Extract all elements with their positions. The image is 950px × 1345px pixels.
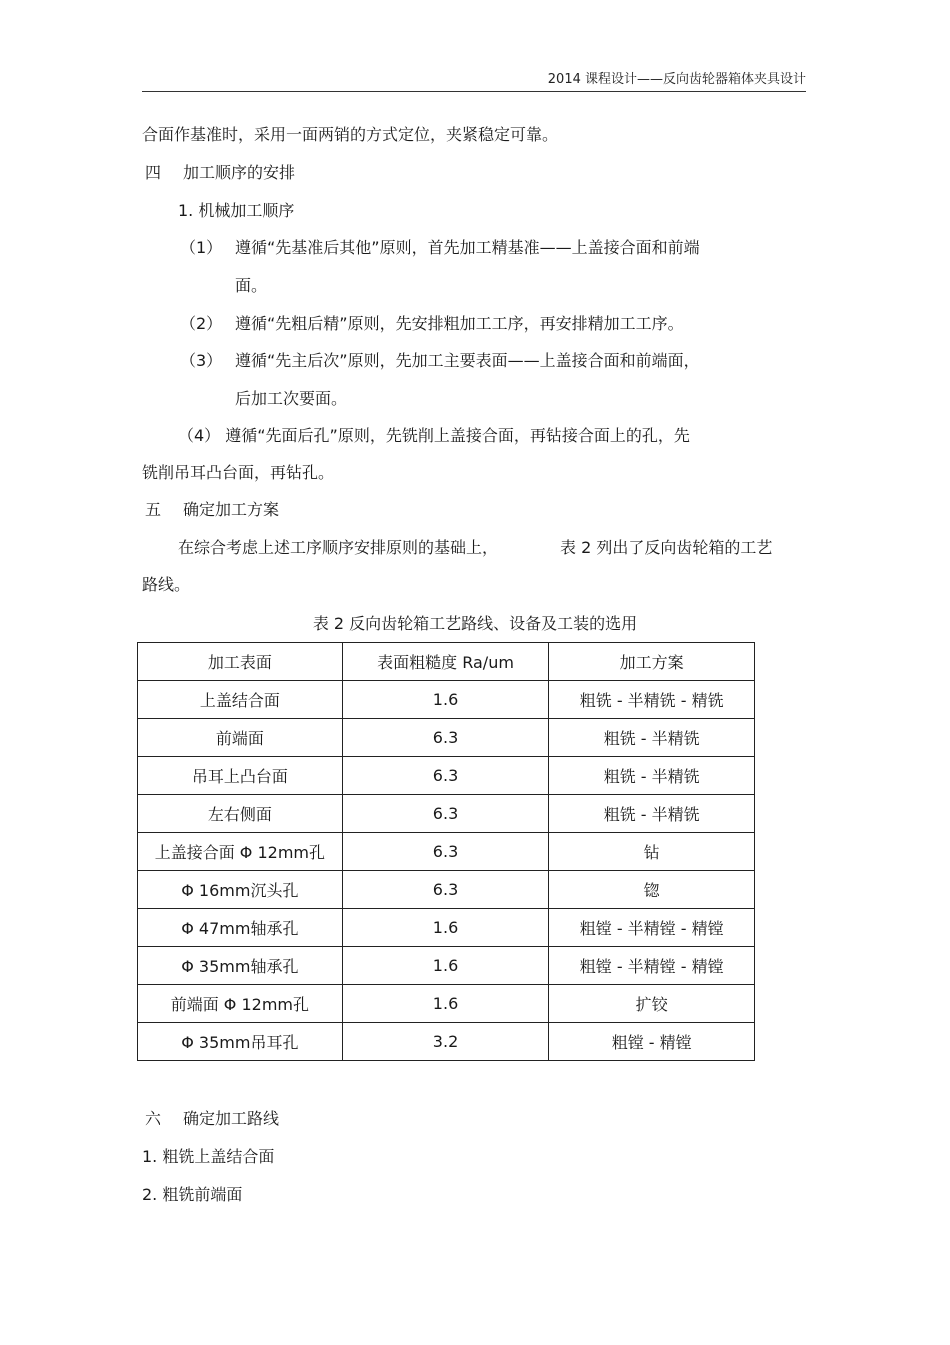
item-4-line-2: 铣削吊耳凸台面，再钻孔。 [142, 463, 335, 482]
cell-roughness: 6.3 [342, 871, 549, 909]
cell-scheme: 钻 [549, 833, 755, 871]
item-2-number: （2） [180, 314, 223, 333]
cell-scheme: 粗铣 - 半精铣 - 精铣 [549, 681, 755, 719]
cell-scheme: 粗铣 - 半精铣 [549, 795, 755, 833]
cell-roughness: 1.6 [342, 681, 549, 719]
table-row [138, 871, 755, 909]
item-3-line-2: 后加工次要面。 [235, 389, 348, 408]
section-4-number: 四 [145, 163, 162, 182]
cell-surface: Φ 16mm沉头孔 [138, 871, 343, 909]
section-5-title: 确定加工方案 [183, 500, 280, 519]
section-5-paragraph-part-2: 表 2 列出了反向齿轮箱的工艺 [560, 538, 773, 557]
section-5-number: 五 [145, 500, 162, 519]
header-rule [142, 91, 806, 92]
cell-surface: 前端面 [138, 719, 343, 757]
item-2-text: 遵循“先粗后精”原则，先安排粗加工工序，再安排精加工工序。 [235, 314, 684, 333]
table-row [138, 681, 755, 719]
cell-surface: 前端面 Φ 12mm孔 [138, 985, 343, 1023]
table-row [138, 795, 755, 833]
table-caption: 表 2 反向齿轮箱工艺路线、设备及工装的选用 [312, 614, 638, 633]
cell-scheme: 粗镗 - 精镗 [549, 1023, 755, 1061]
header-scheme: 加工方案 [549, 643, 755, 681]
section-6-number: 六 [145, 1109, 162, 1128]
table-row [138, 719, 755, 757]
cell-roughness: 6.3 [342, 757, 549, 795]
route-step-2: 2. 粗铣前端面 [142, 1185, 243, 1204]
item-3-number: （3） [180, 351, 223, 370]
cell-surface: 左右侧面 [138, 795, 343, 833]
subsection-1-title: 1. 机械加工顺序 [178, 201, 295, 220]
section-5-paragraph-part-3: 路线。 [142, 575, 191, 594]
table-row [138, 1023, 755, 1061]
cell-roughness: 1.6 [342, 985, 549, 1023]
page-header: 2014 课程设计——反向齿轮器箱体夹具设计 [547, 72, 806, 87]
cell-surface: Φ 35mm轴承孔 [138, 947, 343, 985]
table-row [138, 757, 755, 795]
cell-surface: 吊耳上凸台面 [138, 757, 343, 795]
paragraph-continuation: 合面作基准时，采用一面两销的方式定位，夹紧稳定可靠。 [142, 125, 559, 144]
cell-scheme: 锪 [549, 871, 755, 909]
item-1-line-2: 面。 [235, 276, 268, 295]
cell-roughness: 6.3 [342, 833, 549, 871]
item-4-line-1: （4） 遵循“先面后孔”原则，先铣削上盖接合面，再钻接合面上的孔，先 [178, 426, 690, 445]
section-5-paragraph-part-1: 在综合考虑上述工序顺序安排原则的基础上， [178, 538, 499, 557]
cell-roughness: 3.2 [342, 1023, 549, 1061]
cell-roughness: 6.3 [342, 719, 549, 757]
cell-scheme: 粗铣 - 半精铣 [549, 757, 755, 795]
cell-surface: 上盖接合面 Φ 12mm孔 [138, 833, 343, 871]
cell-roughness: 1.6 [342, 909, 549, 947]
table-row [138, 947, 755, 985]
cell-surface: Φ 35mm吊耳孔 [138, 1023, 343, 1061]
cell-surface: 上盖结合面 [138, 681, 343, 719]
item-1-number: （1） [180, 238, 223, 257]
table-header-row [138, 643, 755, 681]
item-3-line-1: 遵循“先主后次”原则，先加工主要表面——上盖接合面和前端面， [235, 351, 700, 370]
cell-scheme: 扩铰 [549, 985, 755, 1023]
cell-scheme: 粗镗 - 半精镗 - 精镗 [549, 909, 755, 947]
cell-scheme: 粗铣 - 半精铣 [549, 719, 755, 757]
table-row [138, 985, 755, 1023]
section-4-title: 加工顺序的安排 [183, 163, 296, 182]
table-row [138, 909, 755, 947]
cell-scheme: 粗镗 - 半精镗 - 精镗 [549, 947, 755, 985]
cell-roughness: 1.6 [342, 947, 549, 985]
table-row [138, 833, 755, 871]
cell-surface: Φ 47mm轴承孔 [138, 909, 343, 947]
header-roughness: 表面粗糙度 Ra/um [342, 643, 549, 681]
route-step-1: 1. 粗铣上盖结合面 [142, 1147, 275, 1166]
cell-roughness: 6.3 [342, 795, 549, 833]
header-surface: 加工表面 [138, 643, 343, 681]
item-1-line-1: 遵循“先基准后其他”原则，首先加工精基准——上盖接合面和前端 [235, 238, 700, 257]
section-6-title: 确定加工路线 [183, 1109, 280, 1128]
process-route-table [137, 642, 755, 1061]
